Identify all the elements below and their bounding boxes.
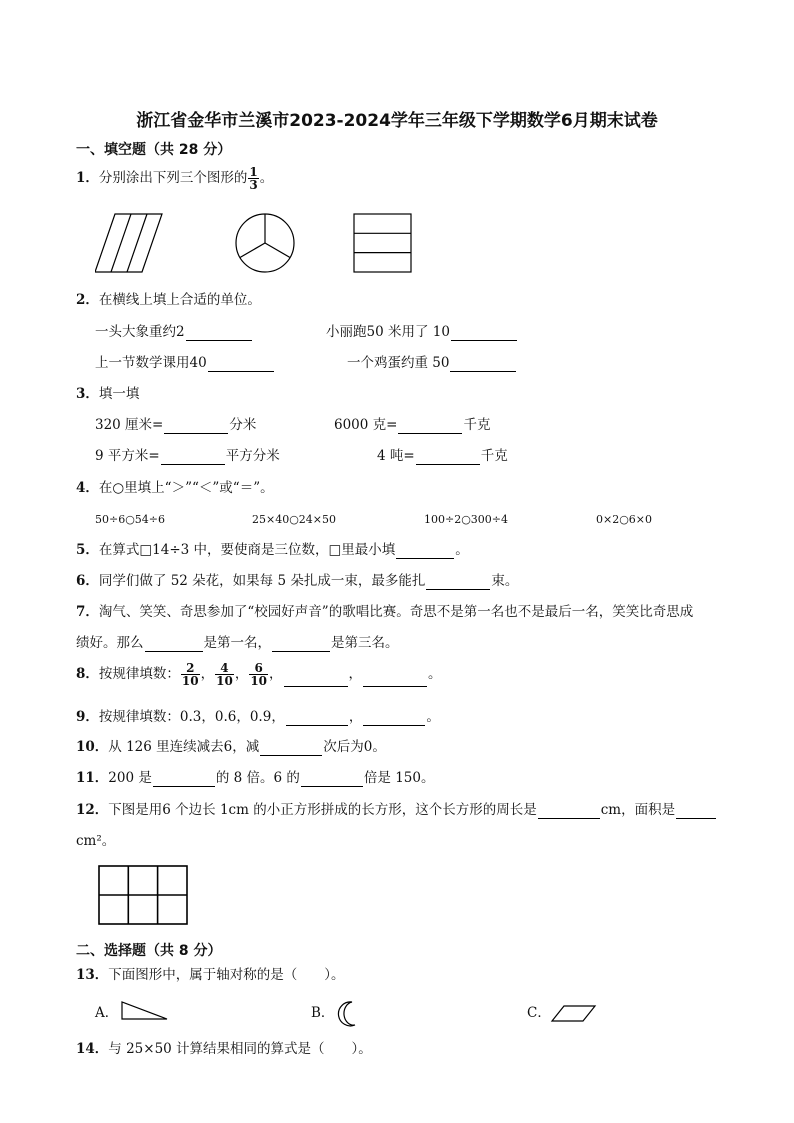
question-number: 1． [76,170,99,186]
fraction: $\frac{2}{10}$ [181,661,199,688]
answer-blank[interactable] [398,419,462,434]
question-12-unit: cm²。 [76,833,116,849]
question-text: 填一填 [98,386,140,402]
page-title: 浙江省金华市兰溪市2023-2024学年三年级下学期数学6月期末试卷 [136,111,658,131]
question-number: 2． [76,292,99,308]
question-text: 按规律填数：0.3，0.6，0.9， [98,709,285,725]
question-number: 5． [76,542,99,558]
q4-item-b[interactable]: 25×40○24×50 [252,513,337,526]
answer-blank[interactable] [301,772,363,787]
question-number: 12． [76,802,109,818]
question-4 [76,479,274,497]
answer-blank[interactable] [363,672,427,687]
parallelogram-figure [95,214,162,272]
question-number: 9． [76,709,99,725]
answer-blank[interactable] [538,804,600,819]
q4-item-a[interactable]: 50÷6○54÷6 [95,513,166,526]
question-6: 6．同学们做了 52 朵花，如果每 5 朵扎成一束，最多能扎 束。 [76,573,519,589]
question-7-continued: 绩好。那么 是第一名， 是第三名。 [76,635,399,651]
q2-item-c: 上一节数学课用40 [95,354,275,372]
question-number: 7． [76,604,99,620]
answer-blank[interactable] [161,450,225,465]
fraction-one-third: $\frac{1}{3}$ [249,165,258,192]
question-7 [76,603,693,621]
answer-blank[interactable] [676,804,716,819]
question-14 [76,1040,372,1058]
q2-item-b: 小丽跑50 米用了 10 [326,323,518,341]
circle-figure [236,214,294,272]
question-number: 14． [76,1041,109,1057]
question-text: 从 126 里连续减去6，减 [108,739,260,755]
question-text: 同学们做了 52 朵花，如果每 5 朵扎成一束，最多能扎 [98,573,426,589]
section-heading-multiple-choice: 二、选择题（共 8 分） [76,943,222,959]
answer-blank[interactable] [363,711,425,726]
answer-blank[interactable] [164,419,228,434]
answer-blank[interactable] [208,357,274,372]
question-text: 按规律填数： [98,666,180,682]
question-number: 11． [76,770,109,786]
question-text: 分别涂出下列三个图形的 [98,170,248,186]
option-a[interactable]: A． [95,1005,119,1021]
question-8: 8．按规律填数： $\frac{2}{10}$ ， $\frac{4}{10}$ ， $\frac{6}{10}$ ， ， 。 [76,661,442,688]
question-13 [76,966,345,984]
answer-blank[interactable] [284,672,348,687]
question-number: 10． [76,739,109,755]
question-number: 13． [76,967,109,983]
question-text: 与 25×50 计算结果相同的算式是（ ）。 [108,1041,372,1057]
fraction: $\frac{6}{10}$ [250,661,268,688]
answer-blank[interactable] [396,544,454,559]
question-2 [76,291,261,309]
q2-item-d: 一个鸡蛋约重 50 [347,354,517,372]
q3-item-c: 9 平方米= 平方分米 [95,448,280,464]
answer-blank[interactable] [426,575,490,590]
question-number: 8． [76,666,99,682]
question-text: 在○里填上“＞”“＜”或“＝”。 [98,480,274,496]
answer-blank[interactable] [272,637,330,652]
q4-item-d[interactable]: 0×2○6×0 [596,513,653,526]
question-3 [76,385,139,403]
q3-item-a: 320 厘米= 分米 [95,417,257,433]
q1-figures [95,210,425,278]
rectangle-grid-figure [98,865,190,927]
answer-blank[interactable] [145,637,203,652]
answer-blank[interactable] [186,326,252,341]
question-text: 在横线上填上合适的单位。 [98,292,261,308]
question-5: 5．在算式□14÷3 中，要使商是三位数，□里最小填 。 [76,542,469,558]
q3-item-b: 6000 克= 千克 [334,417,491,433]
question-9: 9．按规律填数：0.3，0.6，0.9， ， 。 [76,709,440,725]
rectangle-figure [354,214,411,272]
question-number: 4． [76,480,99,496]
question-text: 淘气、笑笑、奇思参加了“校园好声音”的歌唱比赛。奇思不是第一名也不是最后一名，笑笑比奇思成 [98,604,694,620]
question-text: 在算式□14÷3 中，要使商是三位数，□里最小填 [98,542,396,558]
q4-item-c[interactable]: 100÷2○300÷4 [424,513,509,526]
question-12: 12．下图是用6 个边长 1cm 的小正方形拼成的长方形，这个长方形的周长是 cm，面积是 [76,801,717,819]
question-10: 10．从 126 里连续减去6，减 次后为0。 [76,739,386,755]
q2-item-a: 一头大象重约2 [95,323,253,341]
answer-blank[interactable] [450,357,516,372]
answer-blank[interactable] [451,326,517,341]
answer-blank[interactable] [416,450,480,465]
answer-blank[interactable] [286,711,348,726]
answer-blank[interactable] [260,741,322,756]
q3-item-d: 4 吨= 千克 [377,448,508,464]
question-number: 6． [76,573,99,589]
question-text: 下面图形中，属于轴对称的是（ ）。 [108,967,345,983]
question-1: 1．分别涂出下列三个图形的 $\frac{1}{3}$ 。 [76,165,274,192]
question-11: 11．200 是 的 8 倍。6 的 倍是 150。 [76,770,435,786]
section-heading-fill-blank: 一、填空题（共 28 分） [76,142,232,158]
right-triangle-icon [120,1000,170,1022]
option-b[interactable]: B． [311,1005,335,1021]
crescent-moon-icon [336,1000,360,1028]
question-number: 3． [76,386,99,402]
answer-blank[interactable] [153,772,215,787]
question-text: 下图是用6 个边长 1cm 的小正方形拼成的长方形，这个长方形的周长是 [108,802,537,818]
parallelogram-icon [550,1004,598,1024]
fraction: $\frac{4}{10}$ [216,661,233,688]
option-c[interactable]: C． [527,1005,551,1021]
